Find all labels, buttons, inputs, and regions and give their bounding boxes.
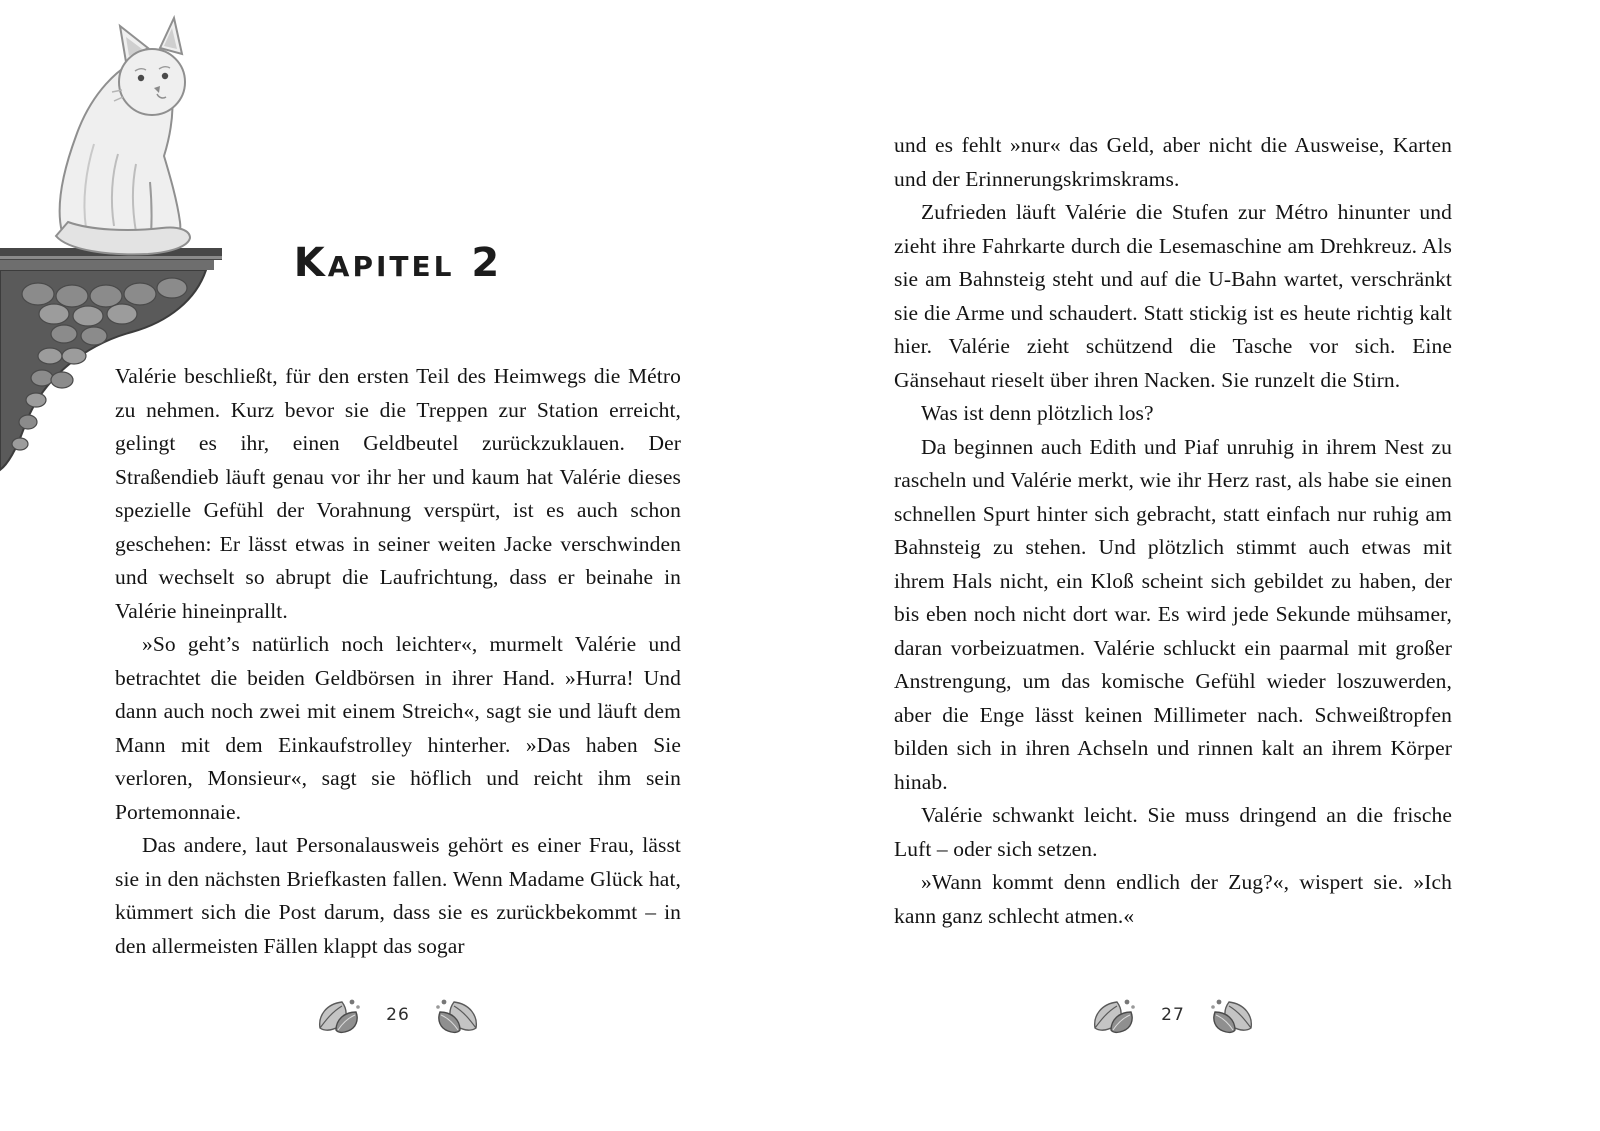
leaf-ornament-icon xyxy=(1091,996,1137,1034)
page-number: 26 xyxy=(386,1005,410,1025)
chapter-heading: Kapitel 2 xyxy=(293,240,503,286)
right-page xyxy=(800,0,1600,1131)
body-paragraph: Valérie beschließt, für den ersten Teil des Heimwegs die Métro zu nehmen. Kurz bevor sie die Treppen zur Station erreicht, gelingt es ihr, einen Geldbeutel zurückzuklauen. Der Straßendieb läuft genau vor ihr her und kaum hat Valérie dieses spezielle Gefühl der Vorahnung verspürt, ist es auch schon geschehen: Er lässt etwas in seiner weiten Jacke verschwinden und wechselt so abrupt die Laufrichtung, dass er beinahe in Valérie hineinprallt. xyxy=(115,364,681,623)
body-paragraph: Zufrieden läuft Valérie die Stufen zur Métro hinunter und zieht ihre Fahrkarte durch die Lesemaschine am Drehkreuz. Als sie am Bahnsteig steht und auf die U-Bahn wartet, verschränkt sie die Arme und schaudert. Statt stickig ist es heute richtig kalt hier. Valérie zieht schützend die Tasche vor sich. Eine Gänsehaut rieselt über ihren Nacken. Sie runzelt die Stirn. xyxy=(894,200,1452,392)
body-paragraph: »Wann kommt denn endlich der Zug?«, wispert sie. »Ich kann ganz schlecht atmen.« xyxy=(894,870,1452,928)
leaf-ornament-icon xyxy=(434,996,480,1034)
body-paragraph: Das andere, laut Personalausweis gehört es einer Frau, lässt sie in den nächsten Briefkasten fallen. Wenn Madame Glück hat, kümmert sich die Post darum, dass sie es zurückbekommt – in den allermeisten Fällen klappt das sogar xyxy=(115,833,681,958)
left-page-text xyxy=(115,360,681,963)
body-paragraph: »So geht’s natürlich noch leichter«, murmelt Valérie und betrachtet die beiden Geldbörsen in ihrer Hand. »Hurra! Und dann auch noch zwei mit einem Streich«, sagt sie und läuft dem Mann mit dem Einkaufstrolley hinterher. »Das haben Sie verloren, Monsieur«, sagt sie höflich und reicht ihm sein Portemonnaie. xyxy=(115,632,681,824)
body-paragraph: und es fehlt »nur« das Geld, aber nicht die Ausweise, Karten und der Erinnerungskrimskrams. xyxy=(894,133,1452,191)
right-page-text xyxy=(894,129,1452,933)
page-number: 27 xyxy=(1161,1005,1185,1025)
body-paragraph: Da beginnen auch Edith und Piaf unruhig in ihrem Nest zu rascheln und Valérie merkt, wie ihr Herz rast, als habe sie einen schnellen Spurt hinter sich gebracht, statt einfach nur ruhig am Bahnsteig zu stehen. Und plötzlich stimmt auch etwas mit ihrem Hals nicht, ein Kloß scheint sich gebildet zu haben, der bis eben noch nicht dort war. Es wird jede Sekunde mühsamer, daran vorbeizuatmen. Valérie schluckt ein paarmal mit großer Anstrengung, um das komische Gefühl wieder loszuwerden, aber die Enge lässt keinen Millimeter nach. Schweißtropfen bilden sich in ihren Achseln und rinnen kalt an ihrem Körper hinab. xyxy=(894,434,1452,794)
right-page-footer xyxy=(894,996,1452,1034)
body-paragraph: Was ist denn plötzlich los? xyxy=(921,401,1154,425)
leaf-ornament-icon xyxy=(1209,996,1255,1034)
left-page-footer xyxy=(115,996,681,1034)
cat-illustration xyxy=(56,18,190,254)
body-paragraph: Valérie schwankt leicht. Sie muss dringend an die frische Luft – oder sich setzen. xyxy=(894,803,1452,861)
leaf-ornament-icon xyxy=(316,996,362,1034)
